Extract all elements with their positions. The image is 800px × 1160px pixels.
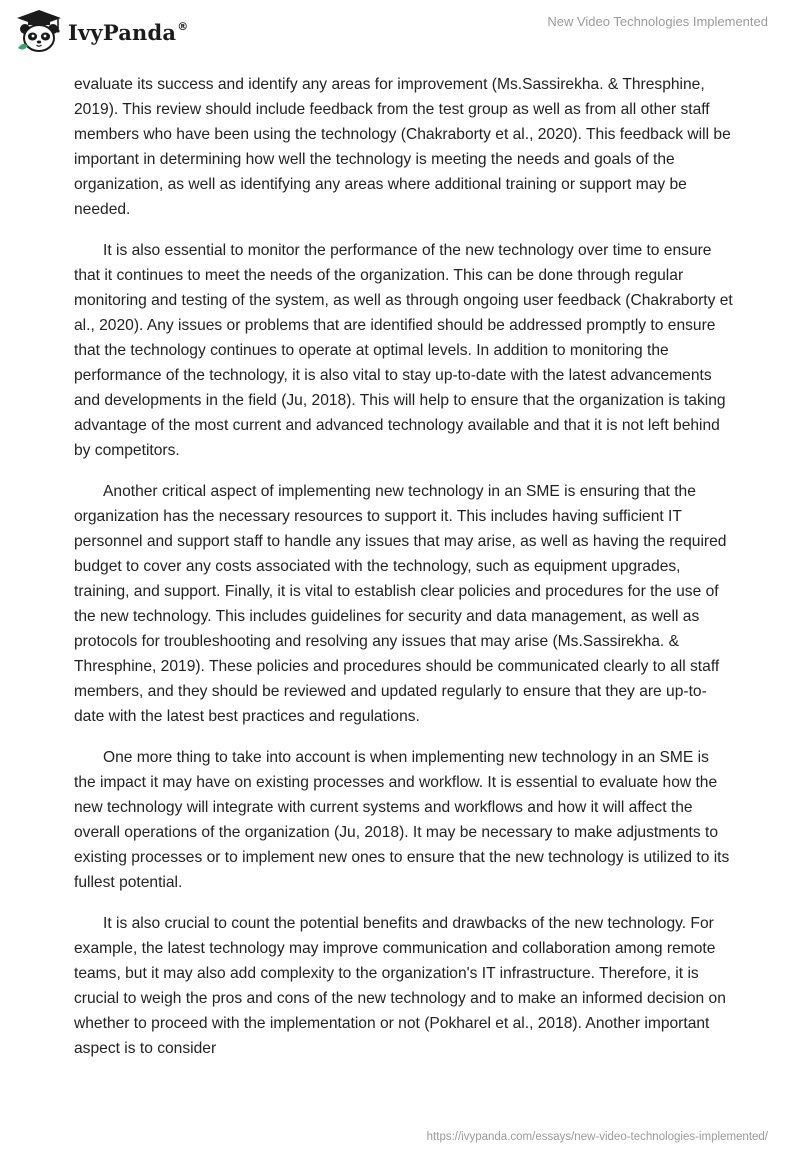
paragraph: Another critical aspect of implementing new technology in an SME is ensuring that the organization has the necessary resources to support it. This includes having sufficient IT personnel and support staff to handle any issues that may arise, as well as having the required budget to cover any costs associated with the technology, such as equipment upgrades, training, and support. Finally, it is vital to establish clear policies and procedures for the use of the new technology. This includes guidelines for security and data management, as well as protocols for troubleshooting and resolving any issues that may arise (Ms.Sassirekha. & Thresphine, 2019). These policies and procedures should be communicated clearly to all staff members, and they should be reviewed and updated regularly to ensure that they are up-to-date with the latest best practices and regulations.	[74, 483, 727, 725]
source-url[interactable]: https://ivypanda.com/essays/new-video-technologies-implemented/	[426, 1131, 768, 1143]
brand-name: IvyPanda®	[68, 19, 189, 45]
document-title: New Video Technologies Implemented	[547, 14, 768, 29]
registered-mark: ®	[177, 19, 189, 33]
page-header	[0, 0, 800, 64]
essay-body	[74, 72, 734, 1077]
brand-logo[interactable]	[14, 8, 188, 54]
paragraph: One more thing to take into account is when implementing new technology in an SME is the impact it may have on existing processes and workflow. It is essential to evaluate how the new technology will integrate with current systems and workflows and how it will affect the overall operations of the organization (Ju, 2018). It may be necessary to make adjustments to existing processes or to implement new ones to ensure that the new technology is utilized to its fullest potential.	[74, 749, 730, 891]
paragraph: evaluate its success and identify any areas for improvement (Ms.Sassirekha. & Thresphine, 2019). This review should include feedback from the test group as well as from all other staff members who have been using the technology (Chakraborty et al., 2020). This feedback will be important in determining how well the technology is meeting the needs and goals of the organization, as well as identifying any areas where additional training or support may be needed.	[74, 76, 731, 218]
panda-graduate-logo-icon	[14, 8, 64, 54]
paragraph: It is also essential to monitor the performance of the new technology over time to ensure that it continues to meet the needs of the organization. This can be done through regular monitoring and testing of the system, as well as through ongoing user feedback (Chakraborty et al., 2020). Any issues or problems that are identified should be addressed promptly to ensure that the technology continues to operate at optimal levels. In addition to monitoring the performance of the technology, it is also vital to stay up-to-date with the latest advancements and developments in the field (Ju, 2018). This will help to ensure that the organization is taking advantage of the most current and advanced technology available and that it is not left behind by competitors.	[74, 242, 733, 459]
paragraph: It is also crucial to count the potential benefits and drawbacks of the new technology. For example, the latest technology may improve communication and collaboration among remote teams, but it may also add complexity to the organization's IT infrastructure. Therefore, it is crucial to weigh the pros and cons of the new technology and to make an informed decision on whether to proceed with the implementation or not (Pokharel et al., 2018). Another important aspect is to consider	[74, 915, 726, 1057]
